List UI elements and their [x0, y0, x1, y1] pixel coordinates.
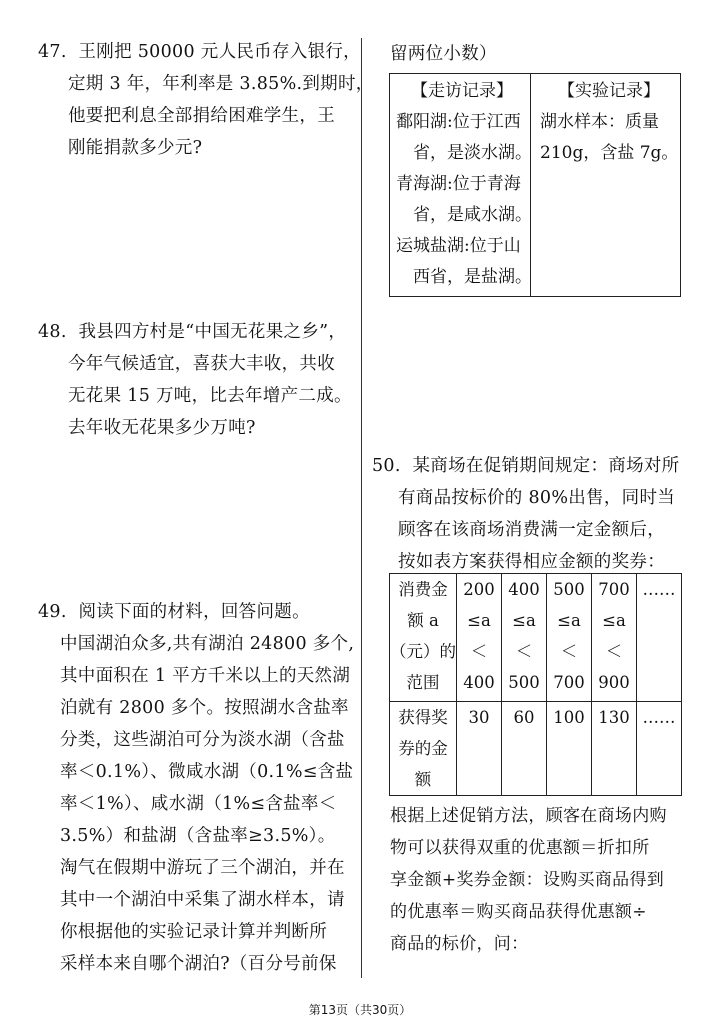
- coupon-cell: 100: [547, 702, 592, 796]
- question-line: 3.5%）和盐湖（含盐率≥3.5%）。: [60, 826, 336, 846]
- question-line: 他要把利息全部捐给困难学生，王: [68, 106, 335, 126]
- question-line: 无花果 15 万吨，比去年增产二成。: [68, 386, 352, 406]
- coupon-table-wrap: [389, 573, 682, 796]
- experiment-record-header: 【实验记录】: [558, 81, 660, 101]
- question-line: 率＜1%）、咸水湖（1%≤含盐率＜: [60, 794, 337, 814]
- question-line: 的优惠率＝购买商品获得优惠额÷: [390, 902, 647, 922]
- question-line: 淘气在假期中游玩了三个湖泊，并在: [60, 858, 345, 878]
- question-number: 50.: [372, 456, 401, 476]
- question-number: 47.: [38, 42, 67, 62]
- coupon-cell: 60: [502, 702, 547, 796]
- visit-line: 省，是咸水湖。: [413, 205, 532, 225]
- question-line: 物可以获得双重的优惠额＝折扣所: [390, 838, 650, 858]
- question-line: 率＜0.1%）、微咸水湖（0.1%≤含盐: [60, 762, 354, 782]
- range-cell: ……: [637, 574, 682, 702]
- visit-line: 运城盐湖:位于山: [396, 236, 521, 256]
- range-cell: 400 ≤a ＜ 500: [502, 574, 547, 702]
- table-row: [390, 702, 682, 796]
- visit-line: 青海湖:位于青海: [396, 174, 521, 194]
- question-50-after-text: [390, 800, 667, 960]
- question-line: 今年气候适宜，喜获大丰收，共收: [68, 354, 335, 374]
- question-line: 享金额+奖券金额：设购买商品得到: [390, 870, 665, 890]
- coupon-cell: ……: [637, 702, 682, 796]
- experiment-line: 湖水样本：质量: [540, 112, 659, 132]
- question-49: [38, 596, 354, 980]
- question-48: [38, 316, 352, 444]
- question-line: 定期 3 年，年利率是 3.85%.到期时，: [68, 74, 374, 94]
- question-line: 商品的标价，问：: [390, 934, 529, 954]
- question-49-continuation: [390, 38, 497, 70]
- coupon-cell: 30: [457, 702, 502, 796]
- range-cell: 700 ≤a ＜ 900: [592, 574, 637, 702]
- question-number: 48.: [38, 322, 67, 342]
- question-50: [372, 450, 679, 578]
- question-line: 其中面积在 1 平方千米以上的天然湖: [60, 666, 351, 686]
- question-number: 49.: [38, 602, 67, 622]
- visit-line: 省，是淡水湖。: [413, 143, 532, 163]
- range-cell: 200 ≤a ＜ 400: [457, 574, 502, 702]
- question-line: 根据上述促销方法，顾客在商场内购: [390, 806, 667, 826]
- visit-record-cell: [396, 76, 532, 293]
- coupon-table: [389, 573, 682, 796]
- coupon-cell: 130: [592, 702, 637, 796]
- coupon-header-cell: 获得奖 券的金 额: [390, 702, 457, 796]
- question-title: 阅读下面的材料，回答问题。: [78, 602, 310, 622]
- table-row: [390, 574, 682, 702]
- question-line: 分类，这些湖泊可分为淡水湖（含盐: [60, 730, 345, 750]
- lake-record-table: [389, 73, 681, 297]
- question-line: 顾客在该商场消费满一定金额后，: [398, 520, 665, 540]
- question-47: [38, 36, 374, 164]
- visit-line: 西省，是盐湖。: [413, 267, 532, 287]
- range-cell: 500 ≤a ＜ 700: [547, 574, 592, 702]
- question-line: 刚能捐款多少元?: [68, 138, 203, 158]
- page-footer: 第13页（共30页）: [308, 1003, 412, 1017]
- question-line: 某商场在促销期间规定：商场对所: [412, 456, 680, 476]
- question-line: 有商品按标价的 80%出售，同时当: [398, 488, 676, 508]
- visit-record-header: 【走访记录】: [411, 81, 513, 101]
- column-divider: [361, 38, 362, 978]
- experiment-record-cell: [540, 76, 678, 169]
- visit-line: 鄱阳湖:位于江西: [396, 112, 521, 132]
- question-line: 去年收无花果多少万吨?: [68, 418, 256, 438]
- question-line: 王刚把 50000 元人民币存入银行，: [78, 42, 361, 62]
- question-line: 按如表方案获得相应金额的奖券：: [398, 552, 665, 572]
- question-line: 泊就有 2800 多个。按照湖水含盐率: [60, 698, 349, 718]
- question-line: 留两位小数）: [390, 44, 497, 64]
- range-header-cell: 消费金 额 a （元）的 范围: [390, 574, 457, 702]
- question-line: 其中一个湖泊中采集了湖水样本，请: [60, 890, 345, 910]
- question-line: 中国湖泊众多,共有湖泊 24800 多个,: [60, 634, 355, 654]
- question-line: 我县四方村是“中国无花果之乡”，: [78, 322, 347, 342]
- experiment-line: 210g，含盐 7g。: [540, 143, 679, 163]
- question-line: 你根据他的实验记录计算并判断所: [60, 922, 327, 942]
- question-line: 采样本来自哪个湖泊?（百分号前保: [60, 954, 337, 974]
